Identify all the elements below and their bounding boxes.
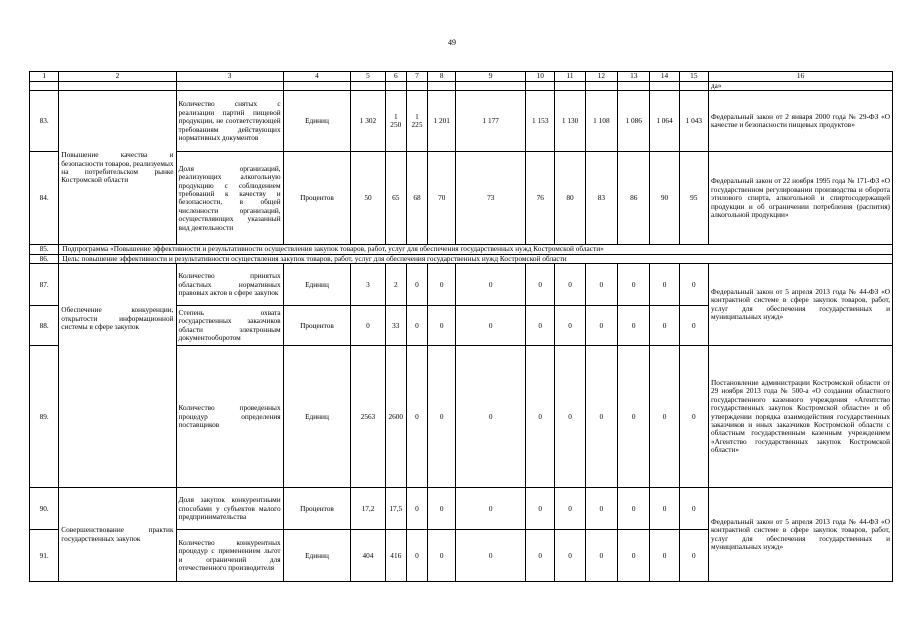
value-cell: 0 [526, 488, 555, 530]
value-cell: 0 [406, 264, 427, 306]
value-cell: 0 [428, 346, 456, 488]
unit: Процентов [283, 306, 351, 346]
legal-basis: Федеральный закон от 5 апреля 2013 года № 44-ФЗ «О контрактной системе в сфере закупок товаров, работ, услуг для обеспечения государственных и муниципальных нужд» [708, 264, 892, 346]
indicator-name: Количество проведенных процедур определения поставщиков [176, 346, 283, 488]
indicator-name: Количество принятых областных нормативных правовых актов в сфере закупок [176, 264, 283, 306]
value-cell: 0 [456, 346, 526, 488]
row-number: 91. [30, 530, 59, 582]
goal-cell: Обеспечение конкуренции, открытости информационной системы в сфере закупок [59, 264, 176, 488]
value-cell: 1 250 [385, 91, 406, 152]
page-number: 49 [448, 38, 456, 47]
col-header: 14 [650, 72, 679, 82]
legal-basis: Федеральный закон от 2 января 2000 года № 29-ФЗ «О качестве и безопасности пищевых продуктов» [708, 91, 892, 152]
table-row [30, 91, 893, 152]
unit: Единиц [283, 91, 351, 152]
value-cell: 0 [618, 488, 650, 530]
table-row [30, 488, 893, 530]
row-number: 86. [30, 254, 59, 263]
value-cell: 0 [650, 530, 679, 582]
value-cell: 0 [585, 488, 617, 530]
value-cell: 90 [650, 152, 679, 245]
col-header: 13 [618, 72, 650, 82]
value-cell: 0 [618, 264, 650, 306]
value-cell: 0 [456, 488, 526, 530]
row-number: 84. [30, 152, 59, 245]
value-cell: 0 [526, 306, 555, 346]
value-cell: 1 108 [585, 91, 617, 152]
value-cell: 0 [555, 530, 585, 582]
unit: Единиц [283, 346, 351, 488]
unit: Единиц [283, 264, 351, 306]
value-cell: 0 [406, 530, 427, 582]
value-cell: 0 [555, 306, 585, 346]
legal-basis: Федеральный закон от 5 апреля 2013 года № 44-ФЗ «О контрактной системе в сфере закупок товаров, работ, услуг для обеспечения государственных и муниципальных нужд» [708, 488, 892, 582]
value-cell: 0 [526, 346, 555, 488]
value-cell: 0 [406, 306, 427, 346]
value-cell: 0 [526, 264, 555, 306]
value-cell: 0 [650, 306, 679, 346]
value-cell: 0 [428, 530, 456, 582]
value-cell: 86 [618, 152, 650, 245]
row-number: 87. [30, 264, 59, 306]
goal-cell: Совершенствование практик государственных закупок [59, 488, 176, 582]
value-cell: 0 [618, 306, 650, 346]
value-cell: 80 [555, 152, 585, 245]
header-row [30, 72, 893, 82]
col-header: 10 [526, 72, 555, 82]
subprogram-row [30, 245, 893, 254]
row-number: 89. [30, 346, 59, 488]
value-cell: 0 [618, 346, 650, 488]
value-cell: 0 [406, 346, 427, 488]
value-cell: 0 [428, 488, 456, 530]
value-cell: 1 225 [406, 91, 427, 152]
value-cell: 50 [351, 152, 385, 245]
col-header: 16 [708, 72, 892, 82]
goal-title: Цель: повышение эффективности и результативности осуществления закупок товаров, работ, услуг для обеспечения государственных нужд Костромской области [59, 254, 893, 263]
table-row [30, 264, 893, 306]
value-cell: 0 [650, 346, 679, 488]
value-cell: 73 [456, 152, 526, 245]
value-cell: 0 [456, 264, 526, 306]
carry-over-row [30, 82, 893, 91]
value-cell: 0 [679, 488, 708, 530]
value-cell: 1 086 [618, 91, 650, 152]
value-cell: 65 [385, 152, 406, 245]
col-header: 1 [30, 72, 59, 82]
value-cell: 0 [585, 264, 617, 306]
value-cell: 0 [456, 530, 526, 582]
col-header: 3 [176, 72, 283, 82]
value-cell: 0 [428, 264, 456, 306]
indicator-name: Количество снятых с реализации партий пищевой продукции, не соответствующей требованиям действующих нормативных документов [176, 91, 283, 152]
value-cell: 95 [679, 152, 708, 245]
col-header: 15 [679, 72, 708, 82]
value-cell: 1 130 [555, 91, 585, 152]
indicator-name: Доля организаций, реализующих алкогольную продукцию с соблюдением требований к качеству и безопасности, в общей численности организаций, осуществляющих указанный вид деятельности [176, 152, 283, 245]
col-header: 7 [406, 72, 427, 82]
row-number: 83. [30, 91, 59, 152]
indicator-name: Количество конкурентных процедур с применением льгот и ограничений для отечественного производителя [176, 530, 283, 582]
col-header: 12 [585, 72, 617, 82]
indicators-table [29, 71, 893, 582]
value-cell: 3 [351, 264, 385, 306]
value-cell: 17,5 [385, 488, 406, 530]
value-cell: 0 [555, 346, 585, 488]
value-cell: 0 [351, 306, 385, 346]
carry-over-text: да» [708, 82, 892, 91]
legal-basis: Федеральный закон от 22 ноября 1995 года № 171-ФЗ «О государственном регулировании производства и оборота этилового спирта, алкогольной и спиртосодержащей продукции и об ограничении потребления (распития) алкогольной продукции» [708, 152, 892, 245]
value-cell: 0 [679, 530, 708, 582]
subprogram-title: Подпрограмма «Повышение эффективности и результативности осуществления закупок товаров, работ, услуг для обеспечения государственных нужд Костромской области» [59, 245, 893, 254]
value-cell: 70 [428, 152, 456, 245]
col-header: 2 [59, 72, 176, 82]
value-cell: 83 [585, 152, 617, 245]
value-cell: 0 [618, 530, 650, 582]
value-cell: 0 [650, 488, 679, 530]
value-cell: 2563 [351, 346, 385, 488]
col-header: 4 [283, 72, 351, 82]
value-cell: 0 [650, 264, 679, 306]
value-cell: 0 [679, 346, 708, 488]
value-cell: 2600 [385, 346, 406, 488]
col-header: 6 [385, 72, 406, 82]
indicator-name: Степень охвата государственных заказчиков области электронным документооборотом [176, 306, 283, 346]
value-cell: 0 [679, 306, 708, 346]
value-cell: 1 302 [351, 91, 385, 152]
row-number: 88. [30, 306, 59, 346]
value-cell: 1 064 [650, 91, 679, 152]
row-number: 85. [30, 245, 59, 254]
value-cell: 17,2 [351, 488, 385, 530]
value-cell: 76 [526, 152, 555, 245]
value-cell: 0 [526, 530, 555, 582]
value-cell: 416 [385, 530, 406, 582]
value-cell: 0 [555, 488, 585, 530]
indicator-name: Доля закупок конкурентными способами у субъектов малого предпринимательства [176, 488, 283, 530]
unit: Процентов [283, 152, 351, 245]
col-header: 11 [555, 72, 585, 82]
goal-row [30, 254, 893, 263]
value-cell: 68 [406, 152, 427, 245]
value-cell: 0 [456, 306, 526, 346]
legal-basis: Постановление администрации Костромской области от 29 ноября 2013 года № 500-а «О создании областного государственного казенного учреждения «Агентство государственных закупок Костромской области» и об утверждении порядка взаимодействия государственных заказчиков и иных заказчиков Костромской области с областным государственным казенным учреждением «Агентство государственных закупок Костромской области» [708, 346, 892, 488]
value-cell: 0 [585, 530, 617, 582]
unit: Единиц [283, 530, 351, 582]
value-cell: 1 201 [428, 91, 456, 152]
value-cell: 0 [428, 306, 456, 346]
value-cell: 1 043 [679, 91, 708, 152]
value-cell: 1 177 [456, 91, 526, 152]
value-cell: 404 [351, 530, 385, 582]
value-cell: 33 [385, 306, 406, 346]
value-cell: 2 [385, 264, 406, 306]
unit: Процентов [283, 488, 351, 530]
value-cell: 1 153 [526, 91, 555, 152]
value-cell: 0 [406, 488, 427, 530]
col-header: 8 [428, 72, 456, 82]
value-cell: 0 [585, 306, 617, 346]
row-number: 90. [30, 488, 59, 530]
col-header: 9 [456, 72, 526, 82]
goal-cell: Повышение качества и безопасности товаров, реализуемых на потребительском рынке Костромской области [59, 91, 176, 245]
value-cell: 0 [585, 346, 617, 488]
value-cell: 0 [679, 264, 708, 306]
value-cell: 0 [555, 264, 585, 306]
col-header: 5 [351, 72, 385, 82]
